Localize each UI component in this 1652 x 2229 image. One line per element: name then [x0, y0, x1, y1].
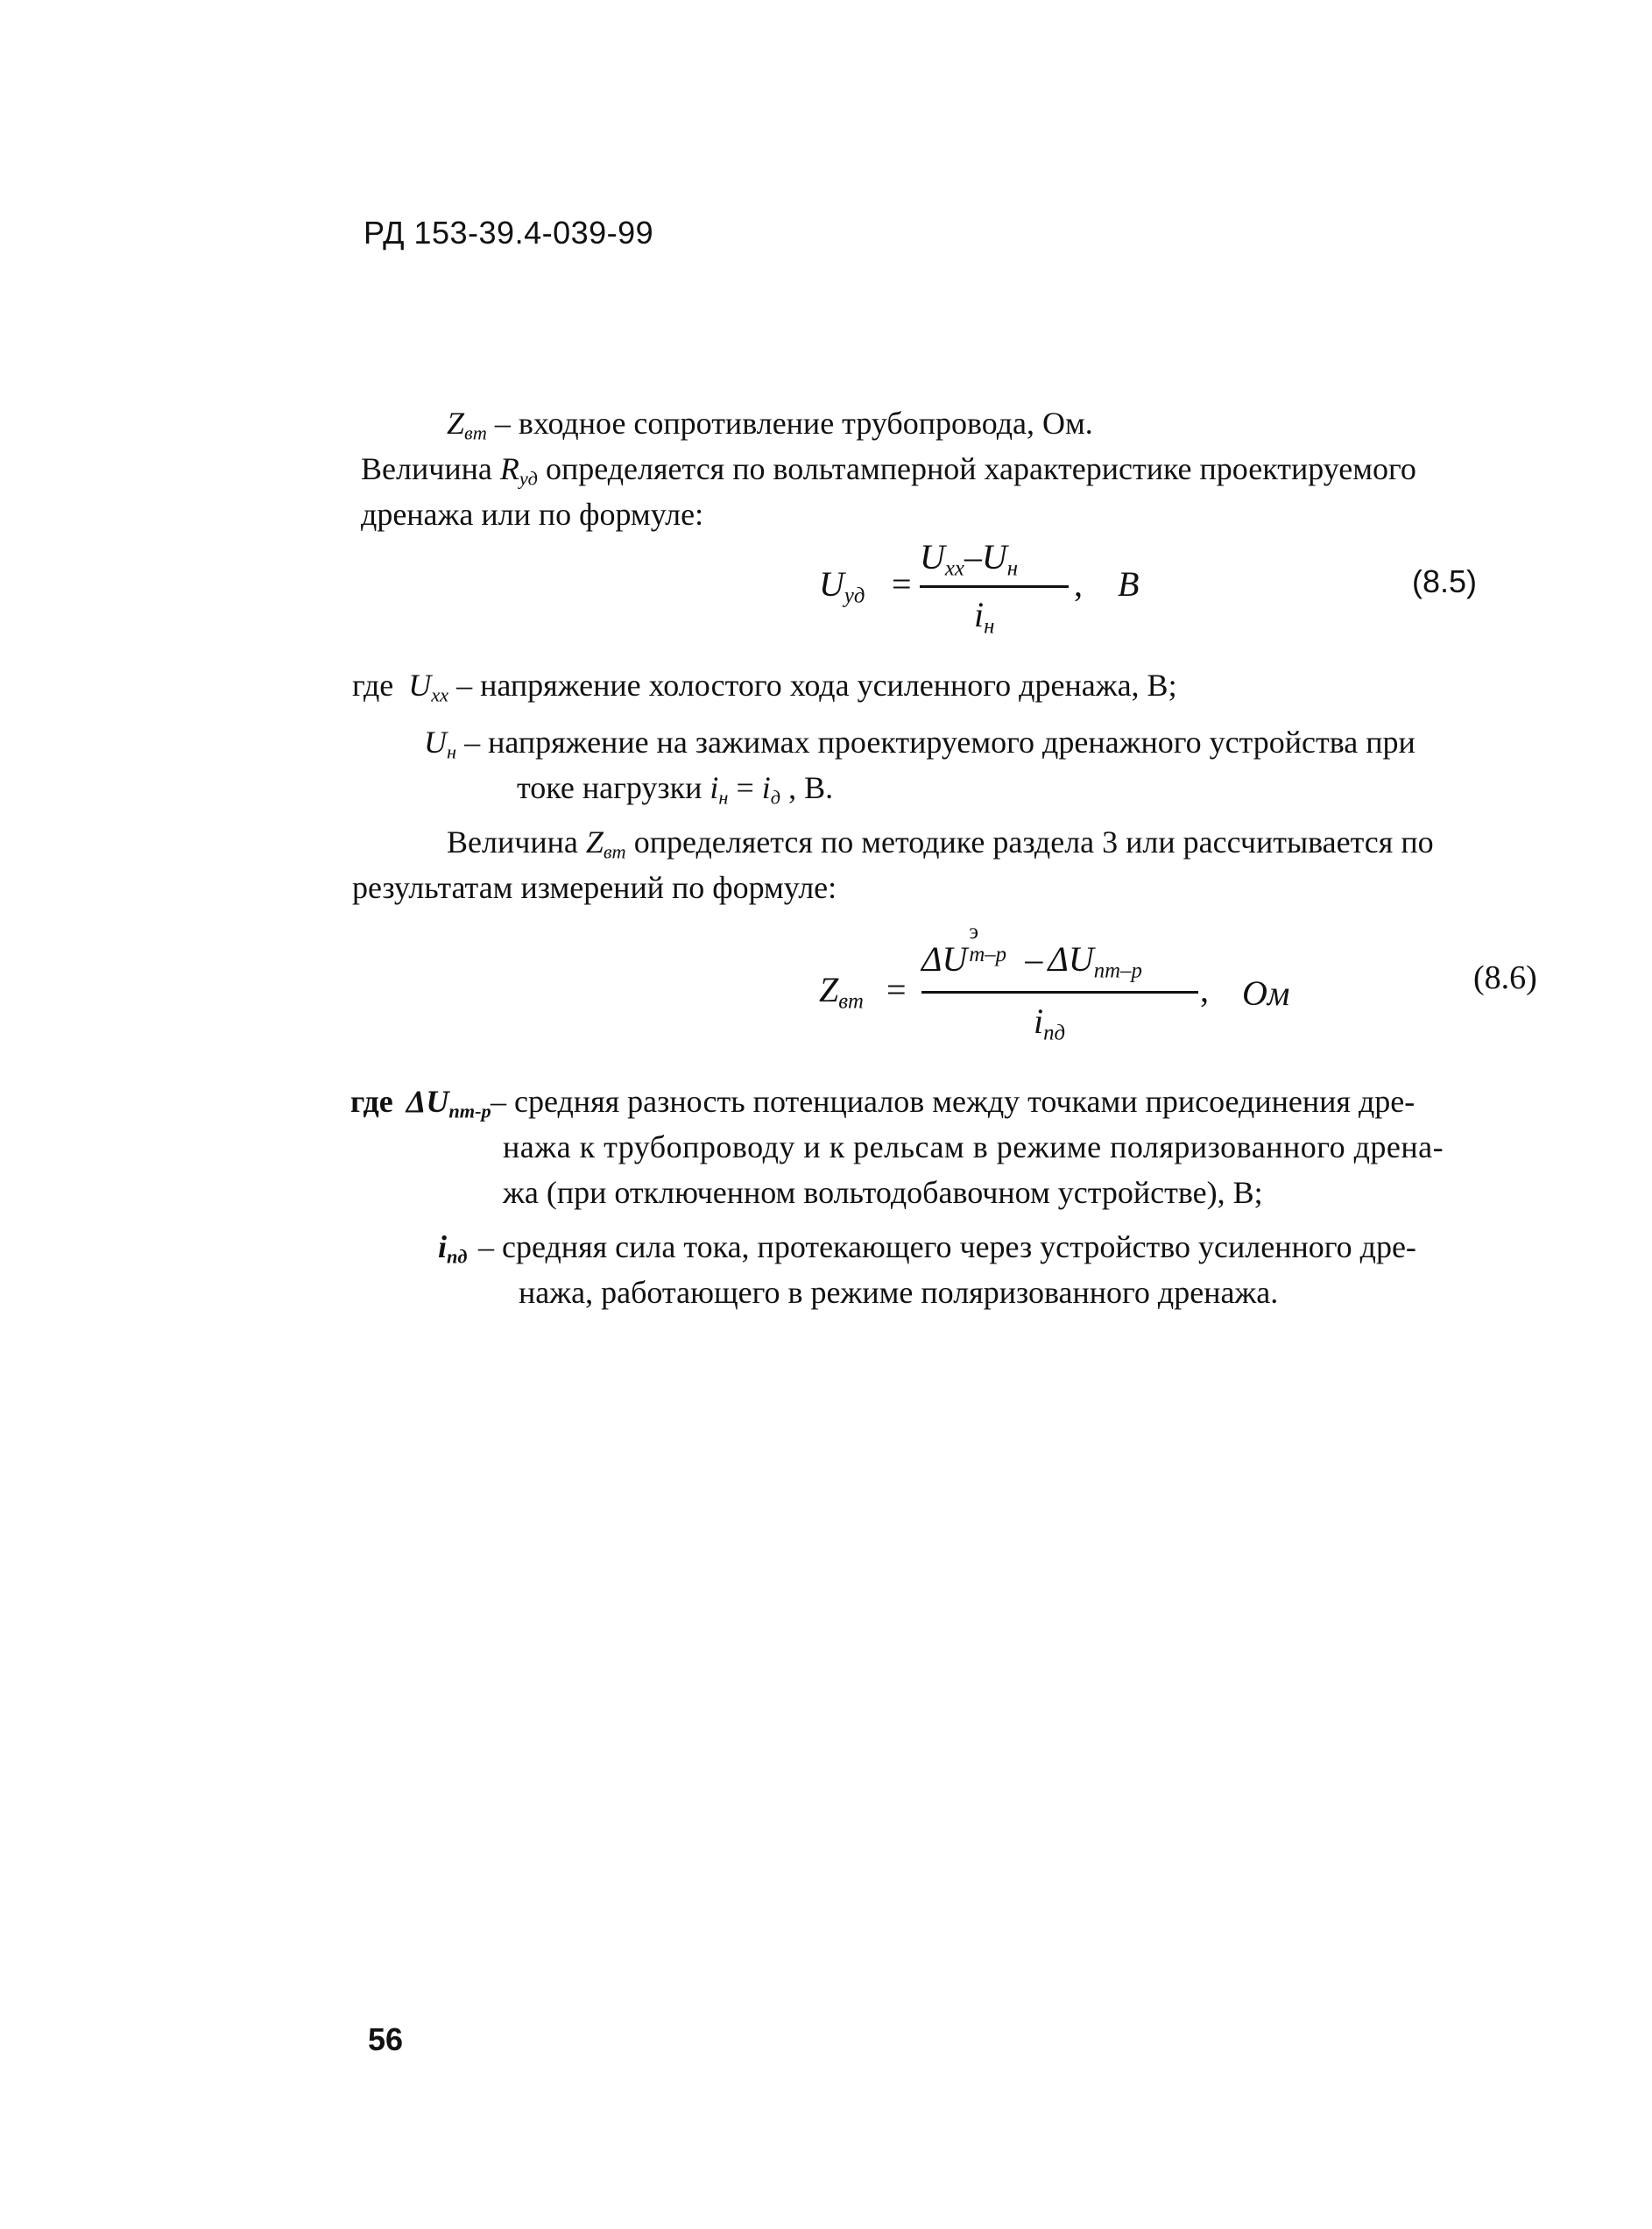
formula-8-6-numerator: ΔU э т–р – $\Delta U_{пт-р}$	[921, 920, 1142, 983]
definition-ipd: $i_{пд}$	[438, 1229, 468, 1268]
page-number: 56	[368, 2021, 404, 2057]
formula-8-6-number: (8.6)	[1473, 959, 1537, 996]
formula-8-5-equals: =	[892, 564, 912, 604]
document-code: РД 153-39.4-039-99	[364, 215, 654, 251]
where-label: где	[352, 668, 394, 703]
formula-8-6-equals: =	[886, 970, 907, 1009]
definition-dupt-line2: нажа к трубопроводу и к рельсам в режиме поляризованного дрена-	[503, 1129, 1444, 1164]
definition-un-line2: токе нагрузки $i_н = i_д$ , В.	[517, 770, 834, 809]
definition-dupt: где $\Delta U_{пт-р}$	[350, 1084, 491, 1122]
symbol-z-subscript: вт	[464, 421, 487, 444]
paragraph-rud-intro-line2: дренажа или по формуле:	[361, 497, 704, 532]
where-label: где	[350, 1084, 393, 1119]
paragraph-text: – входное сопротивление трубопровода, Ом.	[494, 406, 1093, 441]
symbol-z: Z	[447, 406, 465, 441]
definition-ipd-line1: – средняя сила тока, протекающего через устройство усиленного дре-	[478, 1229, 1416, 1264]
paragraph-zvt-method: Величина $Z_{вт}$ определяется по методике раздела 3 или рассчитывается по	[447, 824, 1434, 863]
definition-un: $U_н$ – напряжение на зажимах проектируемого дренажного устройства при	[424, 725, 1415, 763]
formula-8-6-denominator: $i_{пд}$	[1034, 1001, 1066, 1045]
formula-8-6-lhs: $Z_{вт}$	[819, 970, 864, 1014]
definition-dupt-line3: жа (при отключенном вольтодобавочном устройстве), В;	[503, 1175, 1263, 1210]
formula-8-5-unit: В	[1118, 564, 1140, 604]
definition-uxx: где $U_{хх}$ – напряжение холостого хода усиленного дренажа, В;	[352, 668, 1177, 706]
formula-8-5-lhs: $U_{уд}$	[819, 564, 865, 608]
formula-8-6-fraction-bar	[921, 991, 1198, 994]
formula-8-6-unit: Ом	[1242, 973, 1290, 1013]
definition-ipd-line2: нажа, работающего в режиме поляризованного дренажа.	[519, 1275, 1279, 1310]
symbol-r: R	[499, 451, 519, 486]
formula-8-5-numerator: $U_{хх}-U_н$	[920, 537, 1019, 581]
definition-dupt-line1: – средняя разность потенциалов между точками присоединения дре-	[491, 1084, 1415, 1119]
paragraph-rud-intro: Величина $R_{уд}$ определяется по вольтамперной характеристике проектируемого	[361, 451, 1416, 490]
formula-8-5-comma: ,	[1074, 564, 1083, 604]
paragraph-zvt-method-line2: результатам измерений по формуле:	[352, 870, 837, 905]
formula-8-5-fraction-bar	[920, 585, 1069, 588]
formula-8-5-number: (8.5)	[1412, 563, 1478, 599]
formula-8-6-comma: ,	[1200, 970, 1209, 1009]
formula-8-5-denominator: $i_н$	[974, 595, 995, 639]
